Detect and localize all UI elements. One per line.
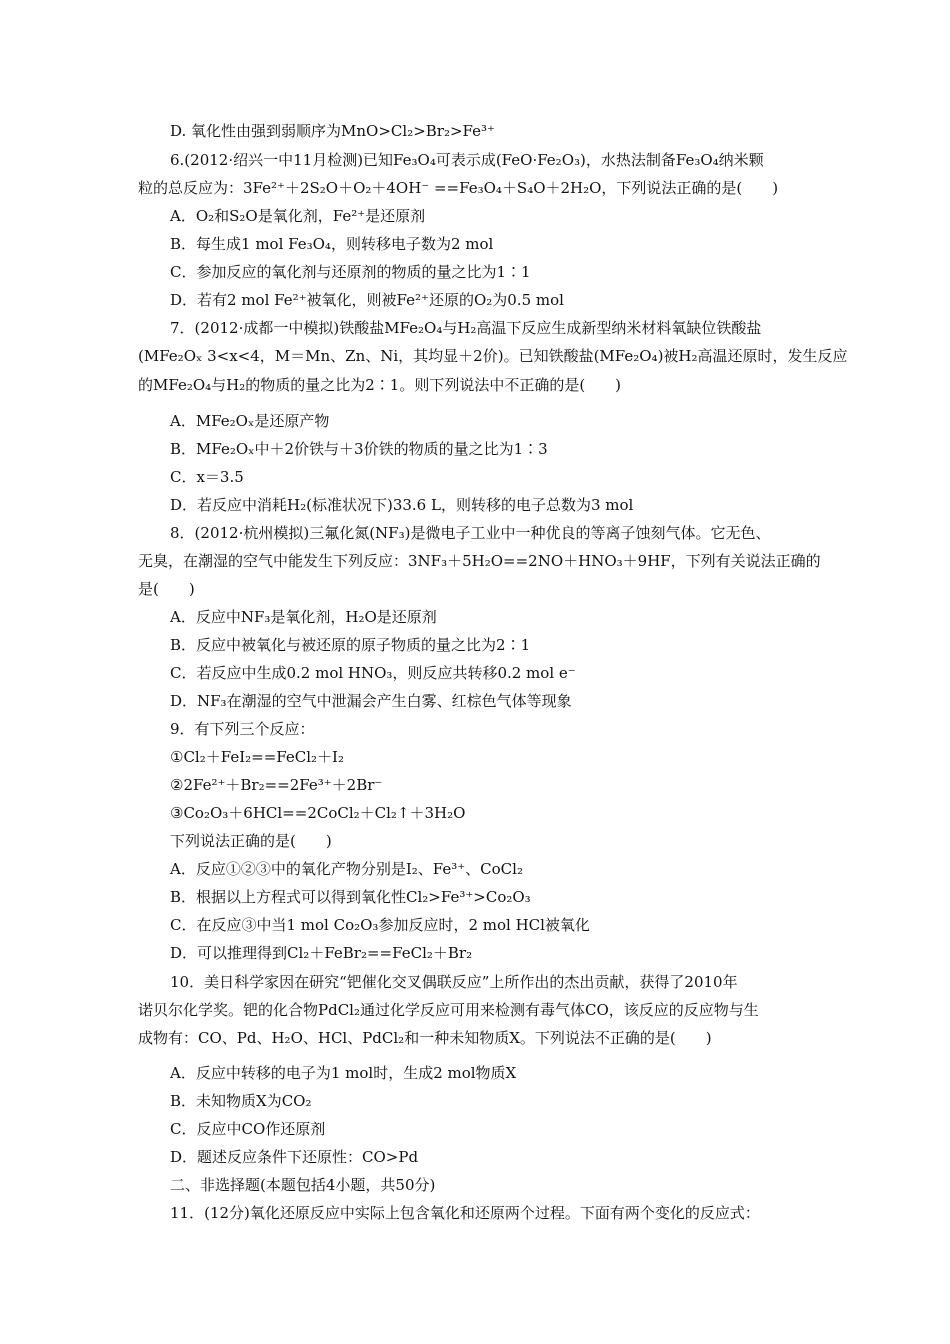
line-text: 无臭，在潮湿的空气中能发生下列反应：3NF₃＋5H₂O==2NO＋HNO₃＋9HF，下列有关说法正确的 xyxy=(138,552,821,570)
line-text: ①Cl₂＋FeI₂==FeCl₂＋I₂ xyxy=(170,748,344,766)
text-line xyxy=(0,883,950,911)
text-line xyxy=(0,1087,950,1115)
text-line xyxy=(0,547,950,575)
text-line xyxy=(0,491,950,519)
line-text: D．若有2 mol Fe²⁺被氧化，则被Fe²⁺还原的O₂为0.5 mol xyxy=(170,291,564,309)
text-line xyxy=(0,1143,950,1171)
line-text: 6.(2012·绍兴一中11月检测)已知Fe₃O₄可表示成(FeO·Fe₂O₃)，水热法制备Fe₃O₄纳米颗 xyxy=(170,151,764,169)
line-text: C．在反应③中当1 mol Co₂O₃参加反应时，2 mol HCl被氧化 xyxy=(170,916,590,934)
line-text: A．反应中转移的电子为1 mol时，生成2 mol物质X xyxy=(170,1064,517,1082)
text-line xyxy=(0,1115,950,1143)
line-text: A．反应中NF₃是氧化剂，H₂O是还原剂 xyxy=(170,608,437,626)
line-text: 10．美日科学家因在研究“钯催化交叉偶联反应”上所作出的杰出贡献，获得了2010年 xyxy=(170,973,738,991)
text-line xyxy=(0,659,950,687)
line-text: C．若反应中生成0.2 mol HNO₃，则反应共转移0.2 mol e⁻ xyxy=(170,664,576,682)
text-line xyxy=(0,939,950,967)
text-line xyxy=(0,258,950,286)
line-text: D．若反应中消耗H₂(标准状况下)33.6 L，则转移的电子总数为3 mol xyxy=(170,496,634,514)
text-line xyxy=(0,968,950,996)
text-line xyxy=(0,286,950,314)
line-text: ②2Fe²⁺＋Br₂==2Fe³⁺＋2Br⁻ xyxy=(170,776,383,794)
line-text: B．MFe₂Oₓ中＋2价铁与＋3价铁的物质的量之比为1∶3 xyxy=(170,440,548,458)
line-text: 诺贝尔化学奖。钯的化合物PdCl₂通过化学反应可用来检测有毒气体CO，该反应的反应物与生 xyxy=(138,1001,759,1019)
line-text: 二、非选择题(本题包括4小题，共50分) xyxy=(170,1176,436,1194)
line-text: C．参加反应的氧化剂与还原剂的物质的量之比为1∶1 xyxy=(170,263,531,281)
text-line xyxy=(0,687,950,715)
text-line xyxy=(0,996,950,1024)
text-line xyxy=(0,435,950,463)
line-text: (MFe₂Oₓ 3<x<4，M＝Mn、Zn、Ni，其均显＋2价)。已知铁酸盐(MFe₂O₄)被H₂高温还原时，发生反应 xyxy=(138,347,848,365)
text-line xyxy=(0,911,950,939)
line-text: 粒的总反应为：3Fe²⁺＋2S₂O＋O₂＋4OH⁻ ==Fe₃O₄＋S₄O＋2H₂O，下列说法正确的是( ) xyxy=(138,179,779,197)
text-line xyxy=(0,771,950,799)
line-text: B．每生成1 mol Fe₃O₄，则转移电子数为2 mol xyxy=(170,235,494,253)
text-line xyxy=(0,314,950,342)
text-line xyxy=(0,827,950,855)
line-text: D．NF₃在潮湿的空气中泄漏会产生白雾、红棕色气体等现象 xyxy=(170,692,572,710)
text-line xyxy=(0,743,950,771)
text-line xyxy=(0,855,950,883)
text-line xyxy=(0,407,950,435)
line-text: 下列说法正确的是( ) xyxy=(170,832,332,850)
line-text: B．根据以上方程式可以得到氧化性Cl₂>Fe³⁺>Co₂O₃ xyxy=(170,888,531,906)
text-line xyxy=(0,631,950,659)
line-text: C．x＝3.5 xyxy=(170,468,244,486)
text-line xyxy=(0,519,950,547)
text-line xyxy=(0,342,950,370)
text-line xyxy=(0,463,950,491)
line-text: D. 氧化性由强到弱顺序为MnO>Cl₂>Br₂>Fe³⁺ xyxy=(170,122,495,140)
text-line xyxy=(0,799,950,827)
line-text: 是( ) xyxy=(138,580,195,598)
text-line xyxy=(0,230,950,258)
text-line xyxy=(0,603,950,631)
text-line xyxy=(0,1059,950,1087)
text-line xyxy=(0,202,950,230)
line-text: A．MFe₂Oₓ是还原产物 xyxy=(170,412,330,430)
line-text: ③Co₂O₃＋6HCl==2CoCl₂＋Cl₂↑＋3H₂O xyxy=(170,804,466,822)
text-line xyxy=(0,575,950,603)
text-line xyxy=(0,371,950,399)
line-text: B．反应中被氧化与被还原的原子物质的量之比为2∶1 xyxy=(170,636,531,654)
line-text: D．可以推理得到Cl₂＋FeBr₂==FeCl₂＋Br₂ xyxy=(170,944,473,962)
line-text: 9．有下列三个反应： xyxy=(170,720,315,738)
line-text: 7．(2012·成都一中模拟)铁酸盐MFe₂O₄与H₂高温下反应生成新型纳米材料氧缺位铁酸盐 xyxy=(170,319,762,337)
text-line xyxy=(0,117,950,145)
line-text: 的MFe₂O₄与H₂的物质的量之比为2∶1。则下列说法中不正确的是( ) xyxy=(138,376,622,394)
text-line xyxy=(0,1024,950,1052)
line-text: A．反应①②③中的氧化产物分别是I₂、Fe³⁺、CoCl₂ xyxy=(170,860,523,878)
line-text: B．未知物质X为CO₂ xyxy=(170,1092,312,1110)
line-text: 成物有：CO、Pd、H₂O、HCl、PdCl₂和一种未知物质X。下列说法不正确的是( ) xyxy=(138,1029,712,1047)
text-line xyxy=(0,1171,950,1199)
line-text: D．题述反应条件下还原性：CO>Pd xyxy=(170,1148,419,1166)
line-text: 8．(2012·杭州模拟)三氟化氮(NF₃)是微电子工业中一种优良的等离子蚀刻气体。它无色、 xyxy=(170,524,771,542)
text-line xyxy=(0,715,950,743)
text-line xyxy=(0,1199,950,1227)
text-line xyxy=(0,146,950,174)
line-text: C．反应中CO作还原剂 xyxy=(170,1120,326,1138)
text-line xyxy=(0,174,950,202)
line-text: 11．(12分)氧化还原反应中实际上包含氧化和还原两个过程。下面有两个变化的反应式： xyxy=(170,1204,760,1222)
line-text: A．O₂和S₂O是氧化剂，Fe²⁺是还原剂 xyxy=(170,207,426,225)
